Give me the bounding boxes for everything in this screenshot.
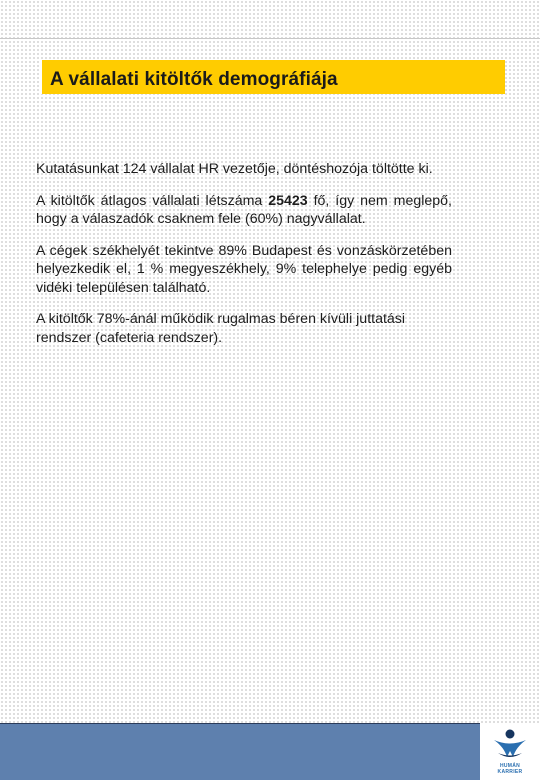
footer-bar <box>0 723 480 780</box>
headcount-value: 25423 <box>268 192 308 209</box>
paragraph-headcount-end: fő, így nem meglepő, hogy a válaszadók csaknem fele (60%) nagyvállalat. <box>36 192 452 227</box>
human-figure-logo-icon <box>490 727 530 763</box>
paragraph-respondents: Kutatásunkat 124 vállalat HR vezetője, döntéshozója töltötte ki. <box>36 161 433 177</box>
paragraph-headcount-start: A kitöltők átlagos vállalati létszáma <box>36 192 269 209</box>
logo-line-1: HUMÁN <box>499 763 521 769</box>
body-text <box>36 160 452 360</box>
logo-wordmark <box>480 763 540 775</box>
title-banner <box>40 60 505 94</box>
top-divider <box>0 38 540 39</box>
paragraph-cafeteria: A kitöltők 78%-ánál működik rugalmas béren kívüli juttatási rendszer (cafeteria rendszer). <box>36 311 406 346</box>
logo <box>480 723 540 780</box>
paragraph-headquarters: A cégek székhelyét tekintve 89% Budapest és vonzáskörzetében helyezkedik el, 1 % megyeszékhely, 9% telephelye pedig egyéb vidéki településen található. <box>36 242 452 296</box>
logo-line-2: KARRIER <box>497 769 523 775</box>
slide-title: A vállalati kitöltők demográfiája <box>50 69 338 90</box>
paragraph-headcount <box>36 192 452 229</box>
